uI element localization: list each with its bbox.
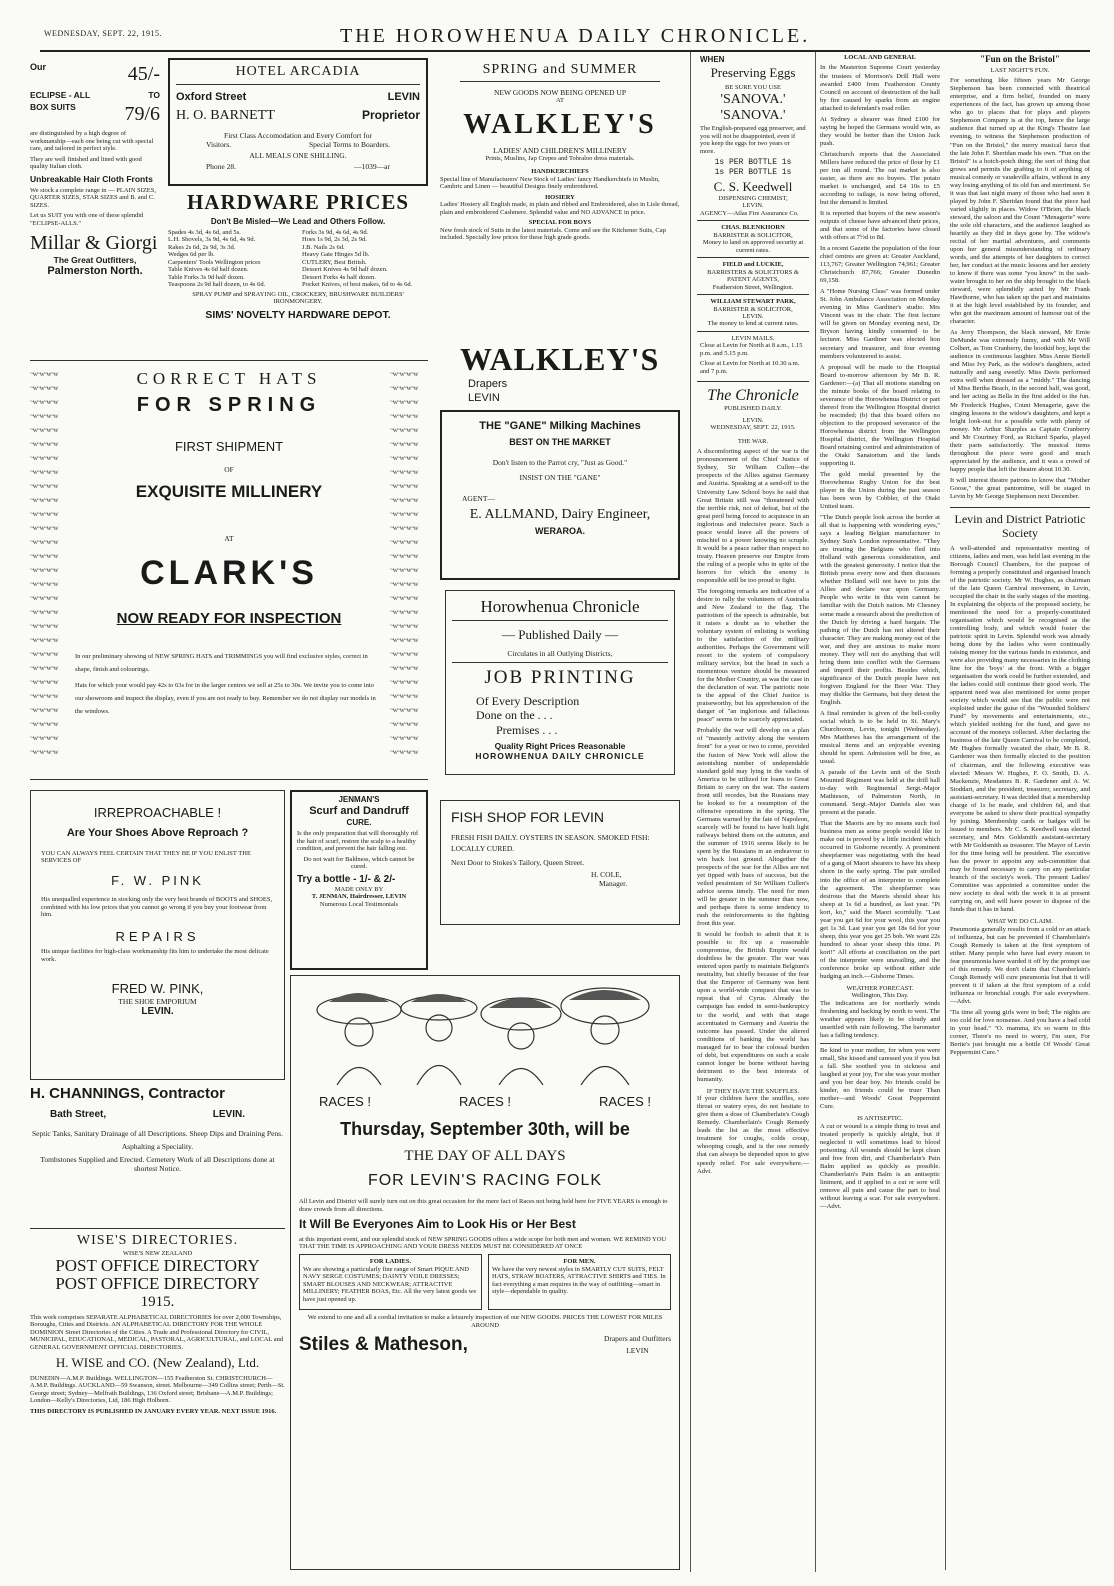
ad-text: They are well finished and lined with good quality Italian cloth. bbox=[30, 155, 142, 171]
ad-text: LEVIN bbox=[468, 391, 500, 404]
ad-text: All Levin and District will surely turn out on this great occasion for the mere fact of Races not being held here for FIVE YEARS is enough to draw crowds from all directions. bbox=[299, 1198, 668, 1213]
ad-text: Of Every Description bbox=[476, 693, 580, 708]
price-list-item: Carpenters' Tools Wellington prices bbox=[168, 258, 261, 266]
wises-directories-ad bbox=[30, 1228, 285, 1570]
firm-name: JENMAN'S bbox=[338, 795, 380, 804]
ad-subhead: FOR MEN. bbox=[563, 1258, 596, 1266]
newspaper-title: THE HOROWHENUA DAILY CHRONICLE. bbox=[340, 25, 811, 47]
ad-text: CURE. bbox=[346, 817, 372, 827]
ad-text: AGENT— bbox=[462, 493, 495, 503]
ad-headline: FIRST SHIPMENT bbox=[174, 439, 284, 455]
article-paragraph: Be kind to your mother, for when you were small, She kissed and caressed you if you but a fall. She soothed you in sickness and laughed at your joy, For she was your mother and you her dear boy. No friends could be kinder, no friends could be truer Than mother—and Woods' Great Peppermint Cure. bbox=[820, 1047, 940, 1111]
article-paragraph: If your children have the snuffles, sore throat or watery eyes, do not hesitate to give them a dose of Chamberlain's Cough Remedy. Chamberlain's Cough Remedy leads the list as the most effective treatment for coughs, colds croup, whooping cough, and is the one remedy that can always be depended upon to give speedy relief. For sale everywhere.—Advt. bbox=[697, 1095, 809, 1175]
masthead bbox=[40, 22, 1090, 48]
millar-giorgi-ad bbox=[30, 58, 160, 348]
ad-headline: Horowhenua Chronicle bbox=[452, 597, 668, 621]
ad-subhead: SPECIAL FOR BOYS bbox=[528, 219, 592, 227]
price-list-item: Heavy Gate Hinges 5d lb. bbox=[302, 251, 370, 259]
firm-name: SIMS' NOVELTY HARDWARE DEPOT. bbox=[205, 309, 391, 322]
article-paragraph: It would be foolish to admit that it is possible to fix up a reasonable compromise, the British Empire would doubtless be the greater. The war was entered upon partly to maintain Belgium's neutrality, but chiefly because of the fear that the Emperor of Germany was bent upon a world-wide conquest that was to repeat that of Cyrus. Already the campaign has ended in semi-bankruptcy to the world, and with that stage accentuated in Germany and Austria the outcome has passed. Under the altered conditions of banking the world has managed far to bear the colossal burden of debt, but expenditures on such a scale cannot longer be borne without having detriment to the best interests of humanity. bbox=[697, 931, 809, 1083]
ad-subhead: Unbreakable Hair Cloth Fronts bbox=[30, 173, 153, 184]
fw-pink-ad bbox=[30, 790, 285, 1080]
ad-text: Bath Street, bbox=[50, 1109, 107, 1120]
price-list-item: Table Forks 3s 9d half dozen. bbox=[168, 273, 245, 281]
ad-text: THIS DIRECTORY IS PUBLISHED IN JANUARY EVERY YEAR. NEXT ISSUE 1916. bbox=[30, 1407, 277, 1415]
decorative-border: ~w~w~w~w ~w~w~w~w ~w~w~w~w ~w~w~w~w ~w~w~w~w ~w~w~w~w ~w~w~w~w ~w~w~w~w ~w~w~w~w ~w~w~w~w ~w~w~w~w ~w~w~w~w ~w~w~w~w ~w~w~w~w ~w~w~w~w ~w~w~w~w ~w~w~w~w ~w~w~w~w ~w~w~w~w ~w~w~w~w ~w~w~w~w ~w~w~w~w ~w~w~w~w ~w~w~w~w ~w~w~w~w ~w~w~w~w ~w~w~w~w ~w~w~w~w bbox=[390, 370, 418, 756]
firm-name: Stiles & Matheson, bbox=[299, 1333, 468, 1355]
ad-text: First Class Accomodation and Every Comfort for bbox=[224, 130, 372, 140]
column-rule bbox=[945, 600, 946, 1570]
ad-text: Next Door to Stokes's Tailory, Queen Street. bbox=[451, 858, 585, 868]
article-paragraph: "The Dutch people look across the border at all that is happening with wondering eyes," says a leading Belgian manufacturer to Sydney Sun's London representative. "They are treating the Belgians who fled into Holland with generous consideration, and with the greatest generosity. I notice that the British press every now and then discusses whether Holland will not have to join the Allies and declare war upon Germany. People who write in this vein cannot be familiar with the Dutch nation. Mr Chesney some made a research about the prediction of the Dutch by driving a hard bargain. The pathing of the Dutch has not altered their character. They are making money out of the war, and they are anxious to make more money. They will not do anything that will bring them into conflict with the Germans and imperil their profits. Besides which, significance of the Dutch people have not forgiven England for the Boer War. They may dislike the Germans, but they detest the English. bbox=[820, 514, 940, 706]
product-name: 'SANOVA.' bbox=[720, 108, 786, 124]
ad-headline: JOB PRINTING bbox=[484, 666, 636, 688]
hardware-ad bbox=[168, 190, 428, 350]
issue-date: WEDNESDAY, SEPT. 22, 1915. bbox=[44, 29, 162, 38]
ad-text: LEVIN bbox=[387, 90, 420, 103]
ad-text: THE SHOE EMPORIUM bbox=[118, 996, 197, 1006]
ad-subhead: HANDKERCHIEFS bbox=[531, 168, 589, 176]
ad-text: Proprietor bbox=[361, 107, 420, 122]
article-subheading: LAST NIGHT'S FUN. bbox=[990, 66, 1050, 74]
article-paragraph: A parade of the Levin unit of the Sixth Mounted Regiment was held at the drill hall to-day with Regimental Sergt.-Major Mathieson, of Palmerston North, in command. Sergt.-Major Daniels also was present at the parade. bbox=[820, 769, 940, 817]
ad-text: Circulates in all Outlying Districts, bbox=[452, 649, 668, 663]
ad-headline: Scurf and Dandruff bbox=[309, 804, 409, 817]
ad-text: ECLIPSE - ALL bbox=[30, 90, 91, 100]
article-heading: WHAT WE DO CLAIM. bbox=[987, 918, 1053, 926]
price-list-item: Spades 4s 3d, 4s 6d, and 5s. bbox=[168, 228, 241, 236]
price-list-item: CUTLERY, Best British. bbox=[302, 258, 367, 266]
ad-text: New fresh stock of Suits in the latest materials. Come and see the Kitchener Suits, Cap included. Specially low prices for these high grade goods. bbox=[440, 226, 666, 242]
gane-milking-ad bbox=[440, 410, 680, 580]
ad-text: We have the very newest styles in SMARTLY CUT SUITS, FELT HATS, STRAW BOATERS, ATTRACTIVE SHIRTS and TIES. In fact everything a man requires in the way of outfitting—smart in style—dependable in quality. bbox=[492, 1265, 666, 1296]
ad-text: Tombstones Supplied and Erected. Cemetery Work of all Descriptions done at shortest Notice. bbox=[40, 1155, 275, 1173]
ad-text: Don't listen to the Parrot cry, "Just as Good." bbox=[492, 457, 628, 467]
walkleys-ad bbox=[440, 58, 680, 328]
article-heading: IS ANTISEPTIC. bbox=[857, 1115, 903, 1123]
article-paragraph: In the Masterton Supreme Court yesterday the trustees of Morrison's Drill Hall were awarded £400 from Featherston County Council on account of destruction of the hall by fire caused by sparks from an engine attached to defendant's road roller. bbox=[820, 64, 940, 112]
ad-text: Oxford Street bbox=[176, 90, 247, 103]
ad-text: Is the only preparation that will thoroughly rid the hair of scurf, restore the scalp to a healthy condition, and prevent the hair falling out. bbox=[297, 830, 418, 853]
ad-headline: Preserving Eggs bbox=[710, 64, 796, 80]
ad-text: DUNEDIN—A.M.P. Buildings. WELLINGTON—155 Featherston St. CHRISTCHURCH—A.M.P. Buildings. AUCKLAND—59 Swanson, street. Melbourne—349 Collins street; Perth—St. George street; Sydney—Melfrath Buildings, 136 Oxford street; Brisbane—A.M.P. Buildings; London—Kelly's Directories, Ltd, 186 High Holborn. bbox=[30, 1374, 285, 1405]
chronicle-nameplate: The Chronicle bbox=[707, 387, 799, 405]
ad-headline: FISH SHOP FOR LEVIN bbox=[451, 809, 604, 825]
article-paragraph: It is reported that buyers of the new season's outputs of cheese have advanced their prices, and that some of the factories have closed with offers at 7½d to 8d. bbox=[820, 210, 940, 242]
ad-text: DISPENSING CHEMIST, bbox=[718, 194, 788, 202]
ad-text: BARRISTERS & SOLICITORS & PATENT AGENTS, bbox=[707, 268, 799, 284]
shop-name: CLARK'S bbox=[140, 554, 318, 593]
ad-text: Do not wait for Baldness, which cannot be cured. bbox=[303, 855, 415, 871]
ad-text: LEVIN. bbox=[742, 313, 764, 320]
firm-name: C. S. Keedwell bbox=[713, 179, 793, 195]
article-paragraph: A proposal will be made to the Hospital Board to-morrow afternoon by Mr B. R. Gardener:—(a) That all motions standing on the minute books of the board relating to severance of the Horowhenua District or part thereof from the Wellington Hospital district be rescinded; (b) that this board offers no objection to the proposed severance of the Horowhenua district from the Wellington Hospital district, the Wellington Hospital Board retaining control and administration of the Otaki Sanatorium and the lands supporting it. bbox=[820, 363, 940, 467]
column-rule bbox=[815, 52, 816, 1572]
price-list-item: Pocket Knives, of best makes, 6d to 4s 6d. bbox=[302, 281, 413, 289]
firm-name: CHAS. BLENKHORN bbox=[721, 224, 785, 232]
ad-subhead: BEST ON THE MARKET bbox=[509, 437, 611, 448]
ad-headline: RACES ! bbox=[319, 1093, 372, 1109]
hotel-arcadia-ad bbox=[168, 58, 428, 186]
ad-text: WEDNESDAY, SEPT. 22, 1915. bbox=[710, 424, 796, 432]
ad-headline: Are Your Shoes Above Reproach ? bbox=[66, 826, 249, 839]
ad-headline: SPRING and SUMMER bbox=[460, 62, 660, 82]
column-5 bbox=[820, 52, 940, 1570]
ad-headline: CORRECT HATS bbox=[136, 369, 322, 388]
ad-text: Quality Right Prices Reasonable bbox=[494, 740, 626, 751]
ad-title: HOTEL ARCADIA bbox=[176, 64, 420, 85]
ad-headline: EXQUISITE MILLINERY bbox=[135, 481, 323, 501]
ad-text: LEVIN. bbox=[141, 1005, 174, 1017]
jenman-ad bbox=[290, 790, 428, 970]
price-list-left bbox=[168, 229, 294, 289]
ad-text: — Published Daily — bbox=[502, 627, 618, 643]
price-list-item: Teaspoons 2s 9d half dozen, to 4s 6d. bbox=[168, 281, 266, 289]
ad-headline: THE DAY OF ALL DAYS bbox=[404, 1147, 566, 1164]
article-paragraph: Probably the war will develop on a plan of "masterly activity along the western front" for a year or two to come, provided the fusion of New York will allow the astonishing number of undependable standard gold may lying in the vaults of America to be utilized for loans to Great Britain to carry on the war. The eastern front still recedes, but the Russians may be looked to for a resumption of the offensive operations in the spring. The Germans warned by the fate of Napoleon, scarcely will be found to have built light railways behind them on the autumn, and the summer of 1916 seems likely to be spent by the Russians in an endeavour to win back lost ground. Altogether the prospects of the war for the Allies are not yet tipped with hues of success, but the veiled pessimism of Sir William Cullen's advice seems timely. The need for men will be greater in the summer than now, and perhaps there is some tendency to rush the reinforcements to the fighting front this year. bbox=[697, 727, 809, 928]
ad-subhead: Don't Be Misled—We Lead and Others Follow. bbox=[210, 217, 386, 227]
ad-text: TO bbox=[148, 90, 160, 100]
article-paragraph: A discomforting aspect of the war is the pronouncement of the Chief Justice of Sydney, Sir William Cullen—the prospects of the Allies against Germany and Austria. Speaking at a send-off to the University Law School boys he said that Great Britain still was "threatened with the terrible risk, not of defeat, but of the great peril being forced to acquiesce in an inglorious and indecisive peace. Such a peace would leave all the powers of mischief to a power knowing no scruple. It would be a peace rather than respect no treaty. Heaven preserve our Empire from the ruling of a people who in spite of the horrors for which the enemy is responsible still be too proud to fight. bbox=[697, 448, 809, 584]
ad-text: Money to land on approved security at current rates. bbox=[702, 239, 804, 254]
article-paragraph: Pneumonia generally results from a cold or an attack of influenza, but can be prevented if Chamberlain's Cough Remedy is taken at the first symptom of either. Many people who have had every reason to fear pneumonia have warded it off by the prompt use of this remedy. We don't claim that Chamberlain's Cough Remedy will cure pneumonia but that it will prevent it if taken at the first symptom of a cold influenza or bronchial cough. For sale everywhere.—Advt. bbox=[950, 925, 1090, 1005]
price-list-item: Forks 3s 9d, 4s 6d, 4s 9d. bbox=[302, 228, 369, 236]
article-paragraph: At Sydney a shearer was fined £100 for saying he hoped the Germans would win, as they would be better than the Union Jack push. bbox=[820, 115, 940, 147]
ad-text: 1915. bbox=[140, 1293, 175, 1310]
column-4 bbox=[697, 52, 809, 1570]
ad-headline: NOW READY FOR INSPECTION bbox=[116, 610, 342, 628]
ad-text: T. JENMAN, Hairdresser, LEVIN bbox=[311, 893, 407, 901]
ad-text: WERAROA. bbox=[535, 525, 585, 536]
ad-text: H. COLE, bbox=[591, 870, 622, 880]
ad-text: NEW GOODS NOW BEING OPENED UP bbox=[493, 87, 626, 97]
ad-text: Featherston Street, Wellington. bbox=[712, 283, 794, 291]
ad-text: Drapers bbox=[468, 378, 508, 391]
article-paragraph: A well-attended and representative meeting of citizens, ladies and men, was held last evening in the Borough Council Chambers, for the purpose of forming a properly constituted and organised branch of the patriotic society. Mr W. Hughes, as chairman of the late Queen Carnival movement, in Levin, occupied the chair in the early stages of the meeting. In explaining the objects of the proposed society, he mentioned the need for a properly-constituted organisation which would be recognised as the controlling body, and which would foster the patriotic spirit in Levin. Splendid work was already being done by the ladies who were continually raising money for the various funds in existence, and were also providing many necessaries in the clothing line for the 'boys' at the front. With a bigger organisation the work could be further extended, and the ladies could still continue their good work. The apparent need was also mentioned for some proper society which would see that the public were not exploited under the guise of the "Wounded Soldiers' Fund" by movements and entertainments, etc., which yielded nothing for the fund, and gave no account of the moneys collected. After declaring the business of the late Queen Carnival to be completed, Mr Hughes formally vacated the chair, Mr B. R. Gardener was then formally elected to the position of chairman, and the following executive was elected: Messrs W. Hughes, F. O. Smith, D. A. Mackenzie, Mesdames B. R. Gardener and A. W. Stoddart, and the president, treasurer, secretary, and assistant-secretary. It was decided that a membership charge of 1s be made, and children 6d, and that everyone be asked to show their practical sympathy by joining. Membership cards or badges will be issued to members. Mr C. S. Keedwell was elected secretary, and Mrs Goldsmith assistant-secretary with Mr Goldsmith as treasurer. The Mayor of Levin for the time being will be president. The executive has the power to appoint any sub-committee that may be found necessary to carry on any particular branch of the society's work. The present Ladies' Committee was appointed a committee under the new society to deal with the work it is at present carrying on, and will have power to dispose of the funds that it has in hand. bbox=[950, 544, 1090, 914]
article-heading: WEATHER FORECAST. bbox=[846, 984, 914, 992]
ad-headline: POST OFFICE DIRECTORY bbox=[55, 1274, 260, 1294]
price-list-item: Wedges 6d per lb. bbox=[168, 251, 215, 259]
ad-headline: Thursday, September 30th, will be bbox=[340, 1119, 630, 1140]
article-paragraph: It will interest theatre patrons to know that "Mother Goose," the great pantomime, will be staged in Levin by Mr George Stephenson next December. bbox=[950, 476, 1090, 500]
article-paragraph: In a recent Gazette the population of the four chief centres are given at: Greater Auckland, 113,767; Greater Wellington 74,961; Greater Christchurch 87,766; Greater Dunedin 69,158. bbox=[820, 245, 940, 285]
clarks-millinery-ad bbox=[30, 360, 428, 780]
ad-text: Special Terms to Boarders. bbox=[309, 139, 390, 149]
ad-text: PUBLISHED DAILY. bbox=[724, 405, 782, 413]
ad-text: Our bbox=[30, 62, 47, 72]
article-paragraph: 'Tis time all young girls were in bed; The nights are too cold for love nonsense. And you have a bad cold in your head." "O. mamma, it's so warm in this corner, There's no need to worry, I'm sure, For Bertie's just brought me a bottle Of Woods' Great Peppermint Cure." bbox=[950, 1008, 1090, 1057]
ad-headline: POST OFFICE DIRECTORY bbox=[55, 1256, 260, 1276]
ad-text: Prints, Muslins, Jap Crepes and Tobraloo dress materials. bbox=[485, 154, 635, 162]
firm-name: F. W. PINK bbox=[111, 872, 204, 888]
price: Try a bottle - 1/- & 2/- bbox=[297, 873, 396, 885]
article-paragraph: That the Maoris are by no means such fool business men as some people would like to make out is proved by a little incident which occurred in Gisborne recently. A prominent sheepfarmer was negotiating with the head of a gang of Maori shearers to have his sheep shorn in the early spring. The pair strolled into the office of an interpreter to complete the agreement. The sheepfarmer was desirous that the Maoris should shear his sheep at 1s 6d a hundred, as last year. "Pi kori, ko," said the Maori scornfully. "Last year you get 6d for your wool, this year you get 1s 3d. Last year you get 18s 6d for your sheep, this year you get 25 bob. We want 22s hundred to shear your sheep this time. Pi kori!" All efforts at conciliation on the part of the interpreter were unavailing, and the conference broke up without either side budging an inch.—Gisborne Times. bbox=[820, 820, 940, 980]
walkleys-drapers-ad bbox=[460, 340, 680, 404]
ad-headline: THE "GANE" Milking Machines bbox=[479, 420, 641, 432]
ad-text: —1039—ar bbox=[354, 161, 390, 171]
ad-headline: RACES ! bbox=[598, 1093, 651, 1109]
article-paragraph: The foregoing remarks are indicative of a desire to rally the volunteers of Australia and New Zealand to the flag. The patriotism of the speech is admirable, but it raises a doubt as to whether the voluntary system of enlisting is working to the satisfaction of the military authorities. Perhaps the Government will resort to the system of compulsory military service, but the head in such a momentous venture should be measured for the Mother Country, as was the case in the declaration of war. The patriotic note is the appeal of the Chief Justice is praiseworthy, but his apprehension of the danger of "an inglorious and fallacious peace" seems to be scarcely appreciated. bbox=[697, 587, 809, 724]
ad-text: We are showing a particularly fine range of Smart PIQUE AND NAVY SERGE COSTUMES; DAINTY VOILE DRESSES; SMART BLOUSES AND NECKWEAR; ATTRACTIVE MILLINERY; FEATHER BOAS, Etc. All the very latest goods we have just opened up. bbox=[303, 1265, 477, 1303]
price-list-item: L.H. Shovels, 3s 9d, 4s 6d, 4s 9d. bbox=[168, 236, 256, 244]
divider bbox=[820, 1043, 940, 1044]
ad-text: Close at Levin for North at 10.30 a.m. and 7 p.m. bbox=[700, 360, 800, 375]
ad-text: The Great Outfitters, bbox=[53, 255, 137, 266]
shop-name: WALKLEY'S bbox=[460, 341, 660, 377]
ad-text: Close at Levin for North at 8 a.m., 1.15 p.m. and 5.15 p.m. bbox=[700, 342, 803, 357]
price-list-right bbox=[302, 229, 428, 289]
ad-text: BARRISTER & SOLICITOR, bbox=[713, 305, 793, 313]
price-list-item: J.B. Nails 2s 6d. bbox=[302, 243, 345, 251]
ad-text: ALL MEALS ONE SHILLING. bbox=[249, 150, 347, 160]
ad-text: The English-prepared egg preserver, and you will not be disappointed, even if you keep the eggs for two years or more. bbox=[700, 125, 806, 155]
article-dateline: Wellington, This Day. bbox=[851, 992, 909, 1000]
ad-text: Ladies' Hosiery all English made, in plain and ribbed and Embroidered, also in Lisle thread, plain and embroidered Cashmere. Splendid value and NO ADVANCE in price. bbox=[440, 201, 680, 216]
price-list-item: Rakes 2s 6d, 2s 9d, 3s 3d. bbox=[168, 243, 236, 251]
ad-text: We stock a complete range in — PLAIN SIZES, QUARTER SIZES, STAR SIZES and B. and C. SIZES. bbox=[30, 186, 157, 209]
ad-subhead: FOR LADIES. bbox=[369, 1258, 412, 1266]
article-paragraph: Christchurch reports that the Associated Millers have reduced the price of flour by £1 per ton all round. The oat market is also easier, as there are no buyers. The potato market is unchanged, and £4 10s to £5 according to railage, is now being offered, but the demand is limited. bbox=[820, 150, 940, 206]
ad-text: Asphalting a Speciality. bbox=[121, 1142, 194, 1151]
ad-text: LEVIN. bbox=[212, 1109, 245, 1120]
article-paragraph: A cut or wound is a simple thing to treat and treated properly is quickly alright, but if neglected it will sometimes lead to blood poisoning. All wounds should be kept clean and free from dirt, and Chamberlain's Pain Balm applied as quickly as possible. Chamberlain's Pain Balm is an antiseptic liniment, and if applied to a cut or sore will remove all pain and cause the part to heal without leaving a scar. For sale everywhere.—Advt. bbox=[820, 1122, 940, 1211]
ladies-section bbox=[299, 1254, 482, 1310]
section-heading: LEVIN MAILS. bbox=[731, 334, 775, 342]
ad-text: LADIES' AND CHILDREN'S MILLINERY bbox=[493, 145, 627, 155]
firm-name: WILLIAM STEWART PARK, bbox=[710, 298, 796, 306]
ad-headline: REPAIRS bbox=[115, 928, 200, 944]
price-list-item: Dessert Knives 4s 9d half dozen. bbox=[302, 266, 388, 274]
ad-text: OF bbox=[224, 464, 234, 474]
ad-text: LEVIN. bbox=[742, 202, 764, 210]
ad-text: INSIST ON THE "GANE" bbox=[519, 472, 601, 482]
ad-headline: FOR SPRING bbox=[136, 394, 322, 417]
ad-text: BARRISTER & SOLICITOR, bbox=[713, 231, 793, 239]
ad-text: Done on the . . . bbox=[476, 708, 553, 723]
shop-name: WALKLEY'S bbox=[463, 109, 657, 141]
ad-text: Numerous Local Testimonials bbox=[319, 900, 399, 908]
ad-text: LEVIN bbox=[626, 1346, 649, 1356]
article-paragraph: The gold medal presented by the Horowhenua Rugby Union for the best player in the Union during the past season has been won by Cobbler, of the Otaki United team. bbox=[820, 470, 940, 511]
ad-text: Palmerston North. bbox=[47, 265, 143, 278]
ad-title: HARDWARE PRICES bbox=[186, 190, 410, 214]
ad-text: LEVIN. bbox=[742, 416, 764, 424]
ad-text: We extend to one and all a cordial invitation to make a leisurely inspection of our NEW GOODS. PRICES THE LOWEST FOR MILES AROUND bbox=[307, 1314, 663, 1329]
article-paragraph: A final reminder is given of the bell-coolty social which is to be held in St. Mary's Churchroom, Levin, tonight (Wednesday). Mrs Matthews has the arrangement of the musical items and an enjoyable evening should be spent. Admission will be free, as usual. bbox=[820, 709, 940, 766]
ad-text: Let us SUIT you with one of these splendid "ECLIPSE-ALLS." bbox=[30, 212, 144, 227]
firm-name: FIELD and LUCKIE, bbox=[722, 261, 784, 269]
ladies-hats-illustration bbox=[299, 980, 671, 1085]
price-list-item: Table Knives 4s 6d half dozen. bbox=[168, 266, 249, 274]
ad-text: YOU CAN ALWAYS FEEL CERTAIN THAT THEY BE IF YOU ENLIST THE SERVICES OF bbox=[41, 849, 251, 865]
ad-subhead: HOSIERY bbox=[545, 193, 575, 201]
article-heading: IF THEY HAVE THE SNUFFLES. bbox=[706, 1087, 800, 1095]
price-list-item: Hoes 1s 9d, 2s 3d, 2s 9d. bbox=[302, 236, 367, 244]
price: 45/- bbox=[127, 63, 160, 85]
price: 79/6 bbox=[124, 103, 160, 126]
column-rule bbox=[690, 52, 691, 1572]
ad-text: are distinguished by a high degree of workmanship—each one being cut with special care, and tailored in perfect style. bbox=[30, 130, 154, 153]
ad-text: AGENCY—Atlas Fire Assurance Co. bbox=[700, 209, 799, 217]
ad-headline: FOR LEVIN'S RACING FOLK bbox=[367, 1171, 603, 1189]
chronicle-job-printing-ad bbox=[445, 590, 675, 775]
article-heading: "Fun on the Bristol" bbox=[980, 54, 1060, 64]
ad-text: Premises . . . bbox=[496, 722, 558, 737]
decorative-border: ~w~w~w~w ~w~w~w~w ~w~w~w~w ~w~w~w~w ~w~w~w~w ~w~w~w~w ~w~w~w~w ~w~w~w~w ~w~w~w~w ~w~w~w~w ~w~w~w~w ~w~w~w~w ~w~w~w~w ~w~w~w~w ~w~w~w~w ~w~w~w~w ~w~w~w~w ~w~w~w~w ~w~w~w~w ~w~w~w~w ~w~w~w~w ~w~w~w~w ~w~w~w~w ~w~w~w~w ~w~w~w~w ~w~w~w~w ~w~w~w~w ~w~w~w~w bbox=[30, 370, 58, 756]
price: 1s PER BOTTLE 1s bbox=[714, 158, 792, 168]
ad-text: In our preliminary showing of NEW SPRING HATS and TRIMMINGS you will find exclusive styles, correct in shape, finish and colourings. bbox=[75, 653, 368, 674]
ad-text: MADE ONLY BY bbox=[334, 885, 384, 893]
article-heading: Levin and District Patriotic Society bbox=[950, 507, 1090, 541]
ad-text: BE SURE YOU USE bbox=[725, 84, 781, 92]
sanova-ad bbox=[697, 52, 809, 221]
ad-text: The money to lend at current rates. bbox=[707, 320, 799, 328]
article-paragraph: For something like fifteen years Mr George Stephenson has been connected with theatrical enterprise, and a firm belief, founded on many experiences of the fact, has grown up among those who go to places that for plays and players Stephenson Company is at the top, hence the large audience that turned up at the King's Theatre last evening, to witness the Stephenson production of "Fun on the Bristol," the merry musical farce that the late John F. Sheridan made his own. "Fun on the Bristol" is a hotch-potch thing; the sort of thing that grows and permits the grafting to it of anything of musical comedy or vaudeville affairs, without in any way losing anything of its old fun and merriment. So it was that last night many of those who had seen it played by John F. Sheridan found that the piece had varied slightly in places. Widow O'Brien, the black steward, the saloon and the Count "Menagerie" were the sole old characters, and the audience laughed as heartily as they did in days gone by. The widow's recital of her marital adventures, and comments upon her general misunderstanding of ordinary words, and the attempts of her daughters to correct her, her conduct at the music lessons and her anxiety to know if there was some "you know" in the sash-water brought to her on the ship brought to the black steward, were splendidly acted by Mr Frank Hawthorne, who has taken up the part and maintains it at the high level established by its founder, and who got the maximum amount of humour out of the character. bbox=[950, 77, 1090, 326]
price: 1s PER BOTTLE 1s bbox=[714, 167, 792, 177]
article-paragraph: The indications are for northerly winds freshening and backing by north to west. The weather appears likely to be cloudy and unsettled with rain following. The barometer has a falling tendency. bbox=[820, 999, 940, 1039]
product-name: 'SANOVA.' bbox=[720, 91, 786, 107]
ad-headline: RACES ! bbox=[458, 1093, 511, 1109]
ad-text: Special line of Manufacturers' New Stock of Ladies' fancy Handkerchiefs in Muslin, Cambric and Linen — beautiful Designs finely embroidered. bbox=[440, 175, 660, 191]
proprietor-name: H. O. BARNETT bbox=[176, 107, 275, 123]
fish-shop-ad bbox=[440, 800, 680, 925]
article-heading: THE WAR. bbox=[737, 437, 769, 445]
firm-name: H. CHANNINGS, Contractor bbox=[30, 1085, 226, 1102]
ad-text: AT bbox=[224, 534, 234, 544]
ad-text: AT bbox=[556, 96, 564, 104]
firm-name: H. WISE and CO. (New Zealand), Ltd. bbox=[55, 1355, 260, 1371]
ad-text: Manager. bbox=[599, 879, 628, 889]
ad-headline: IRREPROACHABLE ! bbox=[93, 805, 222, 820]
firm-name: HOROWHENUA DAILY CHRONICLE bbox=[475, 751, 645, 762]
ad-text: at this important event, and our splendid stock of NEW SPRING GOODS offers a wide scope for both men and women. WE REMIND YOU THAT THE TIME IS APPROACHING AND YOUR DRESS NEEDS MUST BE CONSIDERED AT ONCE bbox=[299, 1235, 667, 1250]
ad-text: FRESH FISH DAILY. OYSTERS IN SEASON. SMOKED FISH: LOCALLY CURED. bbox=[451, 832, 650, 854]
ad-text: Phone 28. bbox=[206, 161, 236, 171]
channings-ad bbox=[30, 1085, 285, 1225]
men-section bbox=[488, 1254, 671, 1310]
column-6 bbox=[950, 52, 1090, 1570]
ad-text: Drapers and Outfitters bbox=[603, 1334, 671, 1344]
ad-text: Septic Tanks, Sanitary Drainage of all Descriptions. Sheep Dips and Draining Pens. bbox=[32, 1129, 283, 1138]
firm-name: E. ALLMAND, Dairy Engineer, bbox=[469, 506, 651, 522]
ad-text: Visitors. bbox=[206, 139, 232, 149]
ad-text: Hats for which your would pay 42s to 63s for in the larger centres we sell at 25s to 30s. We invite you to come into our showroom and inspect the display, even if you are not ready to buy. Remember we do not display our models in the windows. bbox=[75, 682, 376, 716]
stiles-matheson-ad bbox=[290, 975, 680, 1570]
article-paragraph: As Jerry Thompson, the black steward, Mr Ernie DeMunde was extremely funny, and with Mr Will Colbert, as Tom Cranberry, the bootkid boy, kept the audience in continuous laughter. Miss Annie Bertell and Miss Ivy Park, as the widow's daughters, acted naturally and sang sweetly. Miss Davis performed extra well when dressed as a "middy." The dancing of Miss Bertha Beach, in the second half, was good, and her acting as Bella in the first added to the fun. Mr Frederick Hughes, Count Menagerie, gave the singing lessons to the widow's daughters, and kept a bright look-out for a possible wife with plenty of money. Mr Arthur Sharples as Captain Cranberry and Mr Courtney Ford, as Richard Sparks, played their parts satisfactorily. The musical items throughout the piece were good and much appreciated by the audience, and it was a crowd of happy people that left the theatre about 10.30. bbox=[950, 329, 1090, 473]
ad-text: His unequalled experience in stocking only the very best brands of BOOTS and SHOES, combined with his low prices that you cannot go wrong if you buy your footwear from him. bbox=[41, 896, 273, 919]
article-paragraph: A "Home Nursing Class" was formed under St. John Ambulance Association on Monday evening in Miss Gardiner's studio. Mrs Vincent was in the chair. The first lecture will be given on Monday evening next, Dr Bryson having kindly consented to be lecturer. Miss Gardiner was elected hon secretary and treasurer, and four evening members volunteered to assist. bbox=[820, 288, 940, 360]
firm-name: Millar & Giorgi bbox=[30, 232, 158, 255]
ad-text: This work comprises SEPARATE ALPHABETICAL DIRECTORIES for over 2,000 Townships, Boroughs, Cities and Districts. AN ALPHABETICAL DIRECTORY FOR THE WHOLE DOMINION Street Directories of the Cities. A Trade and Professional Directory for CIVIL, MUNICIPAL, EDUCATIONAL, MEDICAL, PASTORAL, AGRICULTURAL, and LOCAL and GENERAL GOVERNMENT OFFICIAL DIRECTORIES. bbox=[30, 1313, 284, 1351]
section-heading: LOCAL AND GENERAL bbox=[844, 54, 916, 61]
ad-title: WISE'S DIRECTORIES. bbox=[76, 1233, 239, 1248]
ad-text: SPRAY PUMP and SPRAYING OIL, CROCKERY, BRUSHWARE BUILDERS' IRONMONGERY. bbox=[192, 290, 404, 305]
ad-text: WISE'S NEW ZEALAND bbox=[122, 1249, 193, 1257]
ad-text: WHEN bbox=[700, 55, 725, 64]
price-list-item: Dessert Forks 4s half dozen. bbox=[302, 273, 376, 281]
firm-name: FRED W. PINK, bbox=[111, 981, 204, 997]
ad-text: BOX SUITS bbox=[30, 102, 76, 113]
ad-headline: It Will Be Everyones Aim to Look His or Her Best bbox=[299, 1217, 576, 1232]
ad-text: His unique facilities for high-class workmanship fits him to undertake the most delicate work. bbox=[41, 948, 269, 963]
